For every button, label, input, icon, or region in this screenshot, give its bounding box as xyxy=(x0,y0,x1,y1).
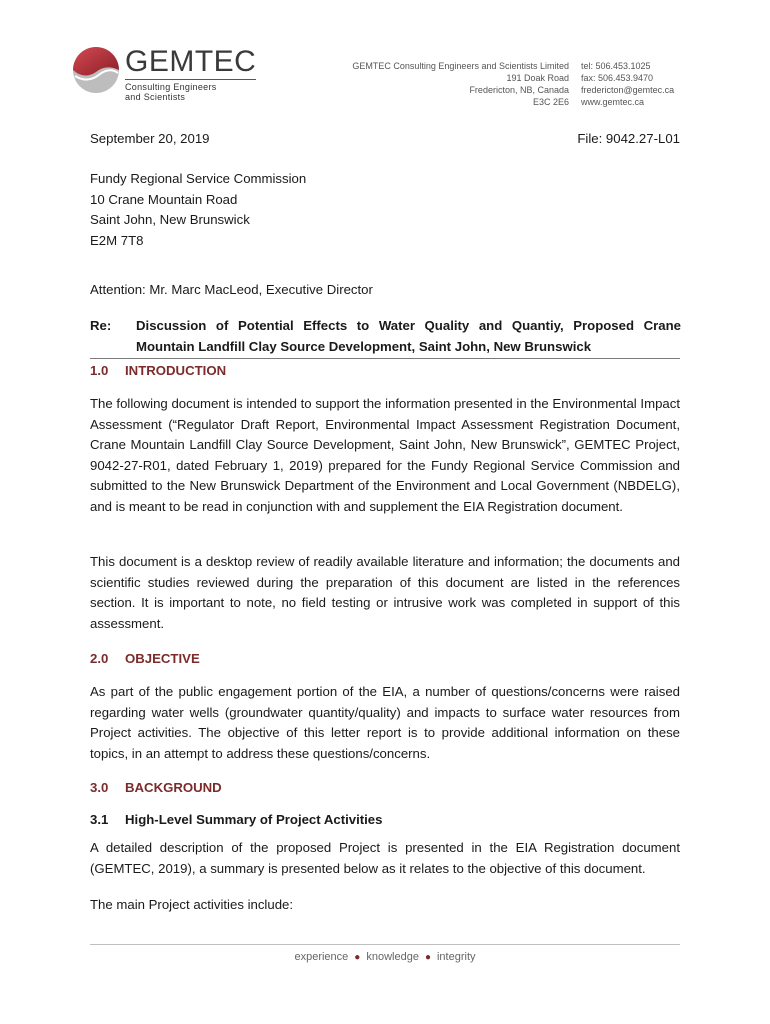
address-line: E3C 2E6 xyxy=(532,97,569,107)
section-title: BACKGROUND xyxy=(125,780,222,795)
bullet-icon: ● xyxy=(424,952,431,963)
footer-word: knowledge xyxy=(366,951,419,963)
contact-email[interactable]: fredericton@gemtec.ca xyxy=(581,85,675,95)
logo-subtitle-line1: Consulting Engineers xyxy=(125,82,217,92)
footer-tagline xyxy=(0,951,770,963)
attention-line: Attention: Mr. Marc MacLeod, Executive Director xyxy=(90,282,373,297)
contact-tel: tel: 506.453.1025 xyxy=(581,61,651,71)
background-paragraph-1: A detailed description of the proposed Project is presented in the EIA Registration document (GEMTEC, 2019), a summary is presented below as it relates to the objective of this document. xyxy=(90,840,680,876)
logo-wordmark: GEMTEC xyxy=(125,45,257,78)
section-heading-background xyxy=(90,780,222,795)
subject-label: Re: xyxy=(90,318,112,333)
file-number: File: 9042.27-L01 xyxy=(577,131,680,146)
recipient-line: 10 Crane Mountain Road xyxy=(90,191,238,207)
recipient-line: Saint John, New Brunswick xyxy=(90,212,250,227)
background-paragraph-2: The main Project activities include: xyxy=(90,897,294,912)
section-title: OBJECTIVE xyxy=(125,651,200,666)
address-line: 191 Doak Road xyxy=(506,73,569,83)
footer-divider xyxy=(90,944,680,945)
contact-website[interactable]: www.gemtec.ca xyxy=(581,97,645,107)
footer-word: integrity xyxy=(436,951,476,963)
section-number: 2.0 xyxy=(90,651,109,666)
subsection-heading-summary xyxy=(90,812,382,827)
recipient-line: E2M 7T8 xyxy=(90,232,144,248)
section-heading-introduction xyxy=(90,363,226,378)
company-address xyxy=(352,60,569,108)
company-contact xyxy=(581,60,674,108)
address-line: GEMTEC Consulting Engineers and Scientists Limited xyxy=(352,61,569,71)
address-line: Fredericton, NB, Canada xyxy=(469,85,569,95)
logo-divider xyxy=(125,79,256,80)
subject-divider xyxy=(90,358,680,359)
subject-text: Discussion of Potential Effects to Water Quality and Quantiy, Proposed Crane Mountain Landfill Clay Source Development, Saint John, New Brunswick xyxy=(136,318,681,354)
objective-paragraph-1: As part of the public engagement portion of the EIA, a number of questions/concerns were raised regarding water wells (groundwater quantity/quality) and impacts to surface water resources from Project activities. The objective of this letter report is to provide additional information on these topics, in an attempt to address these questions/concerns. xyxy=(90,684,680,761)
bullet-icon: ● xyxy=(354,952,361,963)
intro-paragraph-1: The following document is intended to support the information presented in the Environmental Impact Assessment (“Regulator Draft Report, Environmental Impact Assessment Registration Document, Crane Mountain Landfill Clay Source Development, Saint John, New Brunswick”, GEMTEC Project, 9042-27-R01, dated February 1, 2019) prepared for the Fundy Regional Service Commission and submitted to the New Brunswick Department of the Environment and Local Government (NBDELG), and is meant to be read in conjunction with and supplement the EIA Registration document. xyxy=(90,396,680,514)
section-number: 3.0 xyxy=(90,780,109,795)
subsection-number: 3.1 xyxy=(90,812,109,827)
contact-fax: fax: 506.453.9470 xyxy=(581,73,654,83)
section-heading-objective xyxy=(90,651,200,666)
recipient-block xyxy=(90,169,680,251)
recipient-line: Fundy Regional Service Commission xyxy=(90,171,307,186)
section-number: 1.0 xyxy=(90,363,109,378)
section-title: INTRODUCTION xyxy=(125,363,227,378)
gemtec-logo-icon xyxy=(72,46,120,94)
logo-subtitle-line2: and Scientists xyxy=(125,92,186,102)
intro-paragraph-2: This document is a desktop review of readily available literature and information; the documents and scientific studies reviewed during the preparation of this document are listed in the references section. It is important to note, no field testing or intrusive work was completed in support of this assessment. xyxy=(90,554,680,631)
company-logo xyxy=(72,44,262,106)
letter-date: September 20, 2019 xyxy=(90,131,210,146)
subsection-title: High-Level Summary of Project Activities xyxy=(125,812,383,827)
footer-word: experience xyxy=(294,951,349,963)
